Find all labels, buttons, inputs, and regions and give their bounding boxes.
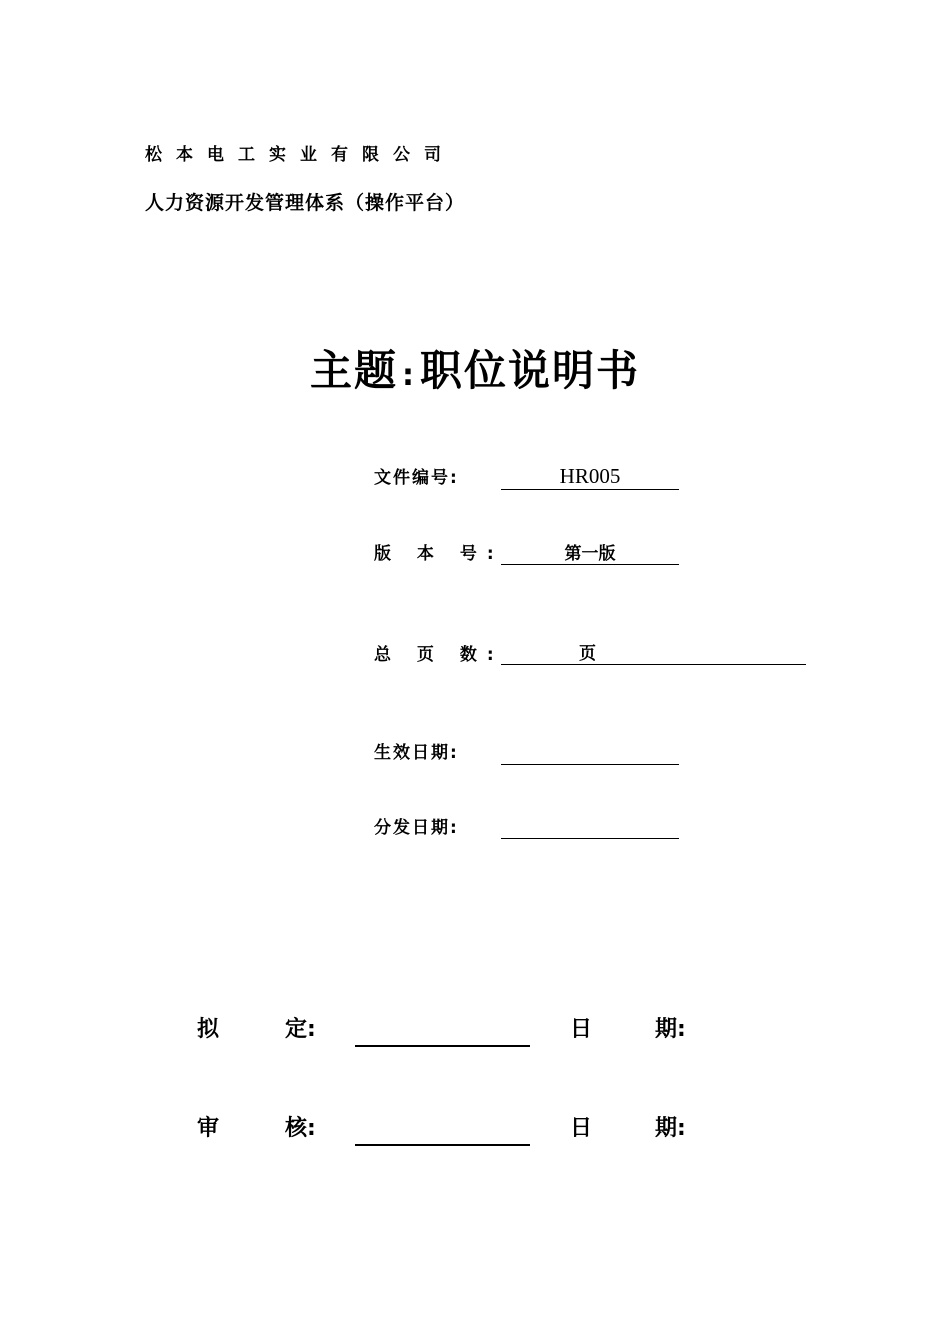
version-value: 第一版: [564, 544, 616, 564]
reviewed-label-second: 核:: [285, 1116, 316, 1141]
doc-no-value: HR005: [559, 464, 621, 488]
title-prefix: 主题: [309, 346, 398, 395]
drafted-signature-line: [355, 1017, 530, 1047]
title-colon: :: [402, 358, 416, 393]
reviewed-date-label-second: 期:: [655, 1116, 686, 1141]
total-pages-label: 总 页 数:: [374, 645, 504, 665]
drafted-date-label-first: 日: [570, 1017, 593, 1042]
reviewed-label-first: 审: [197, 1116, 220, 1141]
doc-no-label: 文件编号:: [374, 468, 459, 488]
issue-date-field: [501, 812, 679, 839]
title-main: 职位说明书: [420, 346, 641, 395]
total-pages-field: [501, 638, 806, 665]
doc-no-field: [501, 463, 679, 490]
version-label: 版 本 号:: [374, 544, 504, 564]
document-title: [0, 338, 950, 398]
drafted-label-first: 拟: [197, 1017, 220, 1042]
reviewed-date-label-first: 日: [570, 1116, 593, 1141]
effective-date-field: [501, 738, 679, 765]
version-field: [501, 538, 679, 565]
effective-date-label: 生效日期:: [374, 743, 459, 763]
drafted-label-second: 定:: [285, 1017, 316, 1042]
drafted-date-label-second: 期:: [655, 1017, 686, 1042]
system-name: 人力资源开发管理体系（操作平台）: [145, 192, 466, 214]
total-pages-value: 页: [579, 644, 596, 664]
company-name: 松本电工实业有限公司: [145, 145, 455, 165]
issue-date-label: 分发日期:: [374, 818, 459, 838]
reviewed-signature-line: [355, 1116, 530, 1146]
